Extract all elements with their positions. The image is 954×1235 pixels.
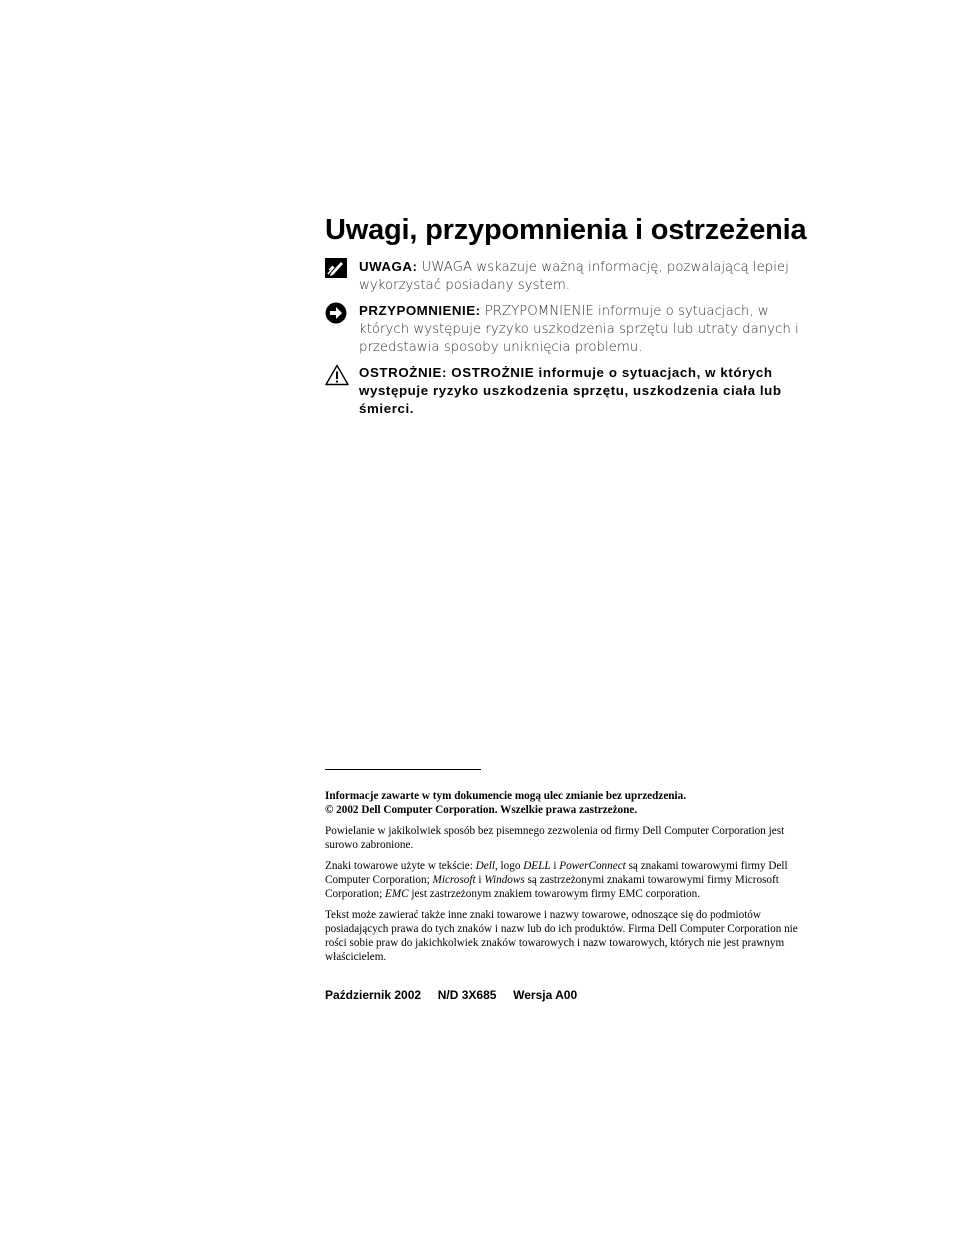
tm-windows: Windows: [484, 874, 525, 886]
tm-text: są znakami towarowymi firmy Dell Computer Corporation;: [325, 860, 788, 886]
tm-text: , logo: [494, 860, 524, 872]
legal-line-2: © 2002 Dell Computer Corporation. Wszelkie prawa zastrzeżone.: [325, 804, 638, 816]
note-text: [359, 258, 815, 295]
arrow-circle-icon: [325, 302, 349, 326]
tm-powerconnect: PowerConnect: [559, 860, 626, 872]
note-body: UWAGA wskazuje ważną informację, pozwalającą lepiej wykorzystać posiadany system.: [359, 260, 789, 293]
reminder-body: PRZYPOMNIENIE informuje o sytuacjach, w których występuje ryzyko uszkodzenia sprzętu lub utraty danych i przedstawia sposoby uniknięcia problemu.: [359, 304, 799, 355]
footer-date: Październik 2002: [325, 988, 422, 1002]
reminder-text: [359, 302, 815, 357]
document-footer: [325, 988, 577, 1002]
note-notice: [325, 258, 815, 295]
footnote-divider: [325, 769, 481, 770]
reproduction-notice: Powielanie w jakikolwiek sposób bez pisemnego zezwolenia od firmy Dell Computer Corporation jest surowo zabronione.: [325, 825, 785, 851]
caution-notice: [325, 364, 815, 418]
tm-microsoft: Microsoft: [432, 874, 476, 886]
tm-text: Znaki towarowe użyte w tekście:: [325, 860, 476, 872]
footer-part-number: N/D 3X685: [437, 988, 497, 1002]
other-trademarks-notice: Tekst może zawierać także inne znaki towarowe i nazwy towarowe, odnoszące się do podmiotów posiadających prawa do tych znaków i nazw lub do ich produktów. Firma Dell Computer Corporation nie rości sobie praw do jakichkolwiek znaków towarowych i nazw towarowych, których nie jest prawnym właścicielem.: [325, 909, 798, 963]
page-title: Uwagi, przypomnienia i ostrzeżenia: [325, 214, 807, 246]
note-lead: UWAGA:: [359, 259, 418, 274]
reminder-notice: [325, 302, 815, 357]
tm-text: jest zastrzeżonym znakiem towarowym firmy EMC corporation.: [408, 888, 701, 900]
tm-dell: Dell: [475, 860, 495, 872]
legal-line-1: Informacje zawarte w tym dokumencie mogą ulec zmianie bez uprzedzenia.: [325, 790, 687, 802]
tm-emc: EMC: [384, 888, 409, 900]
tm-text: i: [475, 874, 485, 886]
caution-text: OSTROŻNIE: OSTROŻNIE informuje o sytuacjach, w których występuje ryzyko uszkodzenia sprzętu, uszkodzenia ciała lub śmierci.: [359, 365, 782, 416]
warning-triangle-icon: [325, 364, 349, 388]
tm-dell-logo: DELL: [523, 860, 551, 872]
pencil-note-icon: [325, 258, 349, 282]
trademarks-notice: [325, 859, 817, 901]
reminder-lead: PRZYPOMNIENIE:: [359, 303, 481, 318]
tm-text: są zastrzeżonymi znakami towarowymi firmy Microsoft Corporation;: [325, 874, 779, 900]
footer-revision: Wersja A00: [513, 988, 578, 1002]
tm-text: i: [550, 860, 560, 872]
legal-notice: [325, 789, 817, 817]
